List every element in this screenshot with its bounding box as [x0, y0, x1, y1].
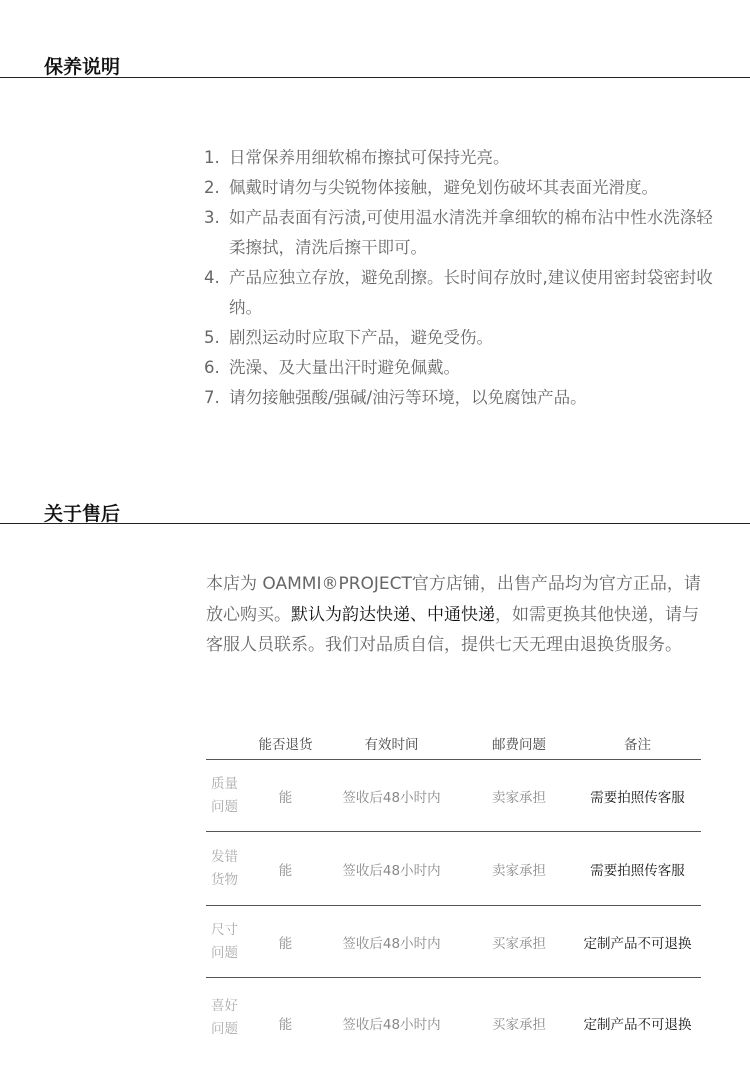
cell-note: 定制产品不可退换	[574, 906, 701, 978]
item-number: 2.	[204, 178, 220, 197]
table-row	[206, 906, 701, 978]
cell-issue: 发错货物	[206, 832, 252, 906]
after-sales-section-divider	[0, 523, 750, 524]
header-cell-returnable: 能否退货	[252, 726, 319, 760]
header-cell-issue	[206, 726, 252, 760]
item-text: 剧烈运动时应取下产品，避免受伤。	[229, 328, 493, 347]
cell-period: 签收后48小时内	[319, 906, 464, 978]
intro-text-2: ，如需更换其他快递，请与客服人员联系。我们对品质自信，提供七天无理由退换货服务。	[206, 604, 699, 655]
header-cell-shipping: 邮费问题	[464, 726, 574, 760]
table-row	[206, 978, 701, 1069]
item-text: 日常保养用细软棉布擦拭可保持光亮。	[229, 148, 510, 167]
after-sales-section-title: 关于售后	[44, 503, 121, 525]
item-number: 7.	[204, 388, 220, 407]
cell-returnable: 能	[252, 906, 319, 978]
cell-issue: 喜好问题	[211, 998, 238, 1037]
intro-courier-highlight: 默认为韵达快递、中通快递	[291, 604, 495, 625]
list-item	[204, 263, 714, 323]
item-number: 5.	[204, 328, 220, 347]
item-text: 产品应独立存放，避免刮擦。长时间存放时,建议使用密封袋密封收纳。	[229, 268, 713, 317]
item-number: 4.	[204, 268, 220, 287]
cell-issue: 尺寸问题	[206, 906, 252, 978]
cell-note: 需要拍照传客服	[574, 760, 701, 832]
item-text: 请勿接触强酸/强碱/油污等环境，以免腐蚀产品。	[229, 388, 587, 407]
list-item	[204, 323, 714, 353]
cell-shipping: 买家承担	[492, 1017, 546, 1033]
list-item	[204, 383, 714, 413]
table-row	[206, 832, 701, 906]
cell-returnable: 能	[278, 1017, 293, 1033]
cell-shipping: 卖家承担	[464, 832, 574, 906]
item-number: 1.	[204, 148, 220, 167]
header-cell-note: 备注	[574, 726, 701, 760]
cell-returnable: 能	[252, 760, 319, 832]
after-sales-intro	[206, 569, 706, 661]
list-item	[204, 173, 714, 203]
header-cell-period: 有效时间	[319, 726, 464, 760]
cell-returnable: 能	[252, 832, 319, 906]
item-text: 如产品表面有污渍,可使用温水清洗并拿细软的棉布沾中性水洗涤轻柔擦拭，清洗后擦干即可。	[229, 208, 713, 257]
table-row	[206, 760, 701, 832]
return-policy-table	[206, 726, 701, 1068]
intro-text-1: 本店为 OAMMI®PROJECT官方店铺，出售产品均为官方正品，请放心购买。	[206, 574, 701, 625]
item-number: 3.	[204, 208, 220, 227]
care-instructions-list	[204, 143, 714, 413]
care-section-divider	[0, 77, 750, 78]
cell-shipping: 卖家承担	[464, 760, 574, 832]
list-item	[204, 143, 714, 173]
list-item	[204, 353, 714, 383]
cell-shipping: 买家承担	[464, 906, 574, 978]
list-item	[204, 203, 714, 263]
cell-note: 定制产品不可退换	[583, 1017, 692, 1033]
cell-note: 需要拍照传客服	[574, 832, 701, 906]
cell-period: 签收后48小时内	[342, 1017, 441, 1033]
item-text: 佩戴时请勿与尖锐物体接触，避免划伤破坏其表面光滑度。	[229, 178, 658, 197]
care-section-title: 保养说明	[44, 56, 121, 78]
cell-period: 签收后48小时内	[319, 760, 464, 832]
item-number: 6.	[204, 358, 220, 377]
item-text: 洗澡、及大量出汗时避免佩戴。	[229, 358, 460, 377]
cell-period: 签收后48小时内	[319, 832, 464, 906]
table-header-row	[206, 726, 701, 760]
cell-issue: 质量问题	[206, 760, 252, 832]
